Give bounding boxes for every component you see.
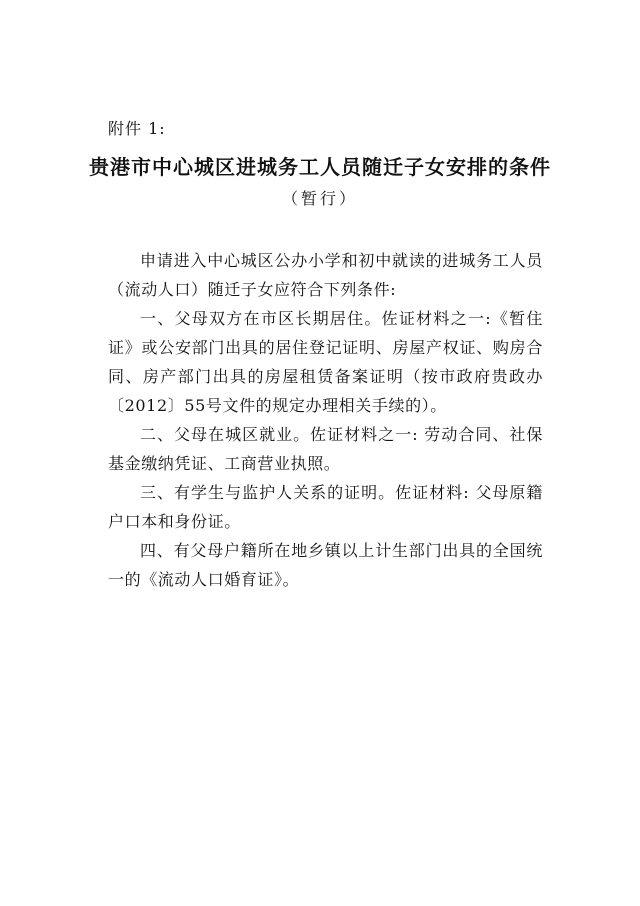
condition-lead: 三、有学生与监护人关系的证明。 xyxy=(140,483,396,502)
document-body xyxy=(108,246,543,594)
document-title: 贵港市中心城区进城务工人员随迁子女安排的条件 xyxy=(89,155,551,179)
condition-paragraph-2 xyxy=(108,420,543,478)
intro-paragraph: 申请进入中心城区公办小学和初中就读的进城务工人员（流动人口）随迁子女应符合下列条件: xyxy=(108,251,543,299)
document-subtitle: （暂行） xyxy=(281,189,358,208)
condition-lead: 一、父母双方在市区长期居住。 xyxy=(140,309,382,328)
condition-text: 佐证材料: 父母原籍户口本和身份证。 xyxy=(108,483,543,531)
attachment-label: 附件 1: xyxy=(108,119,166,138)
condition-lead: 四、有父母户籍所在地乡镇以上计生部门出具的全国统一的《流动人口婚育证》。 xyxy=(108,541,543,589)
condition-paragraph-1 xyxy=(108,304,543,420)
condition-text: 佐证材料之一: 劳动合同、社保基金缴纳凭证、工商营业执照。 xyxy=(108,425,543,473)
condition-lead: 二、父母在城区就业。 xyxy=(140,425,311,444)
condition-paragraph-3 xyxy=(108,478,543,536)
condition-text: 佐证材料之一:《暂住证》或公安部门出具的居住登记证明、房屋产权证、购房合同、房产部门出具的房屋租赁备案证明（按市政府贵政办〔2012〕55号文件的规定办理相关手续的）。 xyxy=(108,309,543,415)
condition-paragraph-4 xyxy=(108,536,543,594)
